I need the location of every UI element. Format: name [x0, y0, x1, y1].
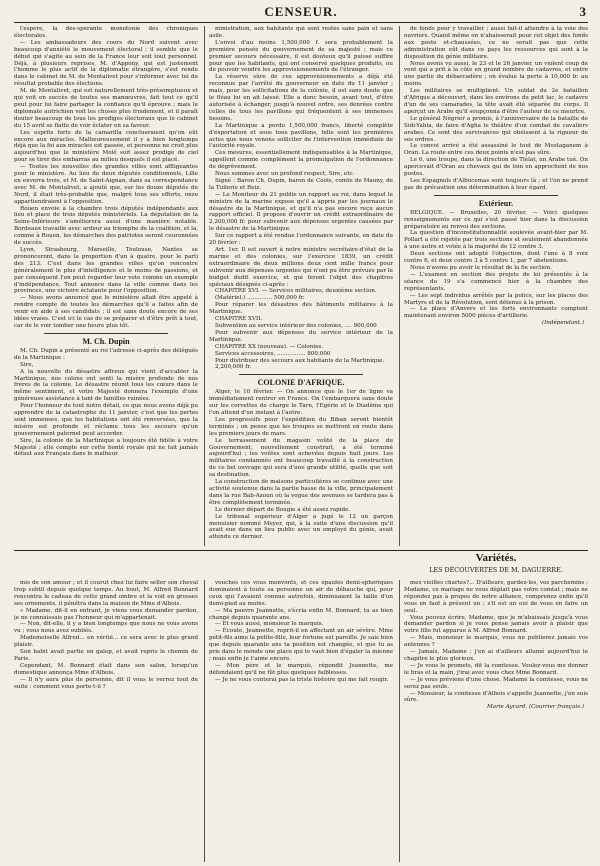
feuilleton-paragraph: — Écoute, Jeannette, reprit-il en affectant un air sévère. Mme petit-fils aime la petite-fille, leur fortune est pareille. Je sais bien que depuis quarante ans ta position est changée, et que tu as pris dans le monde une place qui te vaut bien d'égaler la mienne ; mais enfin je t'aime encore.	[209, 628, 393, 662]
article-paragraph: La Martinique a perdu 1,500,000 francs, liberté complète d'exportation et sous tous pavillons, telle sont les premières actes que nous venons solliciter de l'intervention immédiate de l'autorité royale.	[209, 122, 393, 150]
article-paragraph: Le 6, une troupe, dans la direction de Tlèlat, un Arabe tué. On apercevait d'Oran au chevaux qui de loin en approchent de nos postes.	[404, 157, 588, 178]
feuilleton-paragraph: — Je vous le promets, dit la comtesse. Voulez-vous me donner le bras et la main, j'irai avec vous chez Mme Bonnard.	[404, 662, 588, 676]
article-paragraph: Les esprits forts de la camarilla conclueraient qu'on eût encore aux miracles. Malheureusement il y a bien longtemps déjà que la foi aux miracles est passée, et personne ne croit plus aujourd'hui que le ministère Molé soit assez prodige de ciel pour se tirer des embarras au milieu desquels il est placé.	[14, 129, 198, 164]
column-rule	[399, 580, 400, 862]
column-1	[14, 26, 198, 546]
budget-line: CHAPITRE XVII.	[215, 316, 263, 323]
article-paragraph: Le tribunal supérieur d'Alger a jugé le 12 un garçon menuisier nommé Meyer, qui, à la suite d'une discussion qu'il avait eue dans un lieu public avec un employé du génie, avait attendu ce dernier.	[209, 513, 393, 541]
feuilleton-paragraph: — Il n'y aura plus de personne, dit il vous le verrez tout de suite : comment vous porte-t-il ?	[14, 676, 198, 690]
feuilleton-paragraph: Cependant, M. Bonnard était dans son salon, lorsqu'un domestique annonça Mme d'Albois.	[14, 662, 198, 676]
article-paragraph: de fonds pour y travailler ; aussi fait-il attendre à la voie des ouvriers. Quand même on n'abaisserait pour cet objet des fonds aux poste et-chaussées, ce ne serait pas que cette administration eût dans ce pays les ressources qui sont à la disposition du génie militaire.	[404, 26, 588, 60]
varietes-header	[404, 552, 588, 574]
article-paragraph: M. Ch. Dupin a présenté au roi l'adresse ci-après des délégués de la Martinique :	[14, 347, 198, 361]
source-signature: (Indépendant.)	[541, 320, 584, 327]
article-paragraph: Nous n'avons pu avoir le résultat de la 6e section.	[410, 265, 552, 271]
feuilleton-paragraph: mis de son amour ; et il courut chez lui faire seller son cheval trop subtil depuis quelque temps. Au bout, M. Alfred Bonnard rencontra le cadeau de cette grand ombre et la voit en grosses ses ornements, il pénétra dans la maison de Mme d'Albois.	[14, 580, 198, 607]
article-paragraph: Sire, la colonie de la Martinique a toujours été fidèle à votre Majesté ; elle compte sur cette bonté royale qui ne fait jamais défaut aux Français dans le malheur.	[14, 437, 198, 458]
article-paragraph: Lyon, Strasbourg, Marseille, Toulouse, Nantes se prononceront, dans la proportion d'un à quatre, pour le parti des 213. C'est dans les grandes villes qu'on rencontre généralement le plus d'intelligence et le moins de passions, et par conséquent l'on peut regarder leur vote comme un exemple d'indépendance. Tout annonce dans la ville comme dans les provinces, une victoire éclatante pour l'opposition.	[14, 247, 198, 295]
feuilleton-paragraph: — Ma pauvre Jeannette, s'écria enfin M. Bonnard, tu as bien changé depuis quarante ans.	[209, 607, 393, 621]
feuilleton-paragraph: — Je vous préviens d'une chose, Madame la comtesse, vous ne serez pas seule.	[404, 676, 588, 690]
section-divider	[239, 374, 363, 375]
varietes-subtitle: LES DÉCOUVERTES DE M. DAGUERRE.	[429, 566, 563, 574]
feuilleton-paragraph: — Monsieur, la comtesse d'Albois s'appelle Jeannette, j'en suis sûre.	[404, 690, 588, 704]
article-paragraph: — La place d'Anvers et les forts environnants comptent maintenant environ 5000 pièces d'artillerie.	[404, 306, 588, 320]
section-heading-dupin: M. Ch. Dupin	[82, 336, 130, 346]
feuilleton-paragraph: — Je ne vous conterai pas la triste histoire qui me fait rougir.	[215, 676, 389, 683]
article-paragraph: Le terrassement du magasin voûté de la place du Gouvernement, nouvellement construit, a été terminé aujourd'hui ; les voûtes sont achevées depuis huit jours. Les militaires condamnés ont beaucoup travaillé à la construction de ce bel ouvrage qui sera d'une grande utilité, quelle que soit sa destination.	[209, 437, 393, 479]
article-paragraph: M. de Montalivet, qui est naturellement très-présomptueux et qui voit en succès de toutes ses manœuvres, fait tout ce qu'il peut pour lui faire partager la confiance qu'il éprouve ; mais le diplomate autrichien voit les choses plus froidement, et il paraît douter beaucoup de tous les prodiges électoraux que le cabinet du 15 avril se flatte de voir éclater en sa faveur.	[14, 88, 198, 129]
masthead: CENSEUR.	[264, 4, 338, 19]
section-divider	[434, 195, 558, 196]
column-2	[209, 26, 393, 546]
budget-line: (Matériel.) .............. 500,000 fr.	[215, 295, 305, 302]
article-paragraph: — Nous avons annoncé que le ministère allait être appelé à rendre compte de toutes les démarches qu'il a faites afin de venir en aide à ses candidats ; il est sans doute encore de ses idées vraies. C'est ici le cas de se préparer et d'être prêt à tout, car de le voir tomber une heure plus tôt.	[14, 295, 198, 329]
budget-line: Services accessoires, ................ 800,000	[215, 350, 331, 357]
section-heading-colonie: COLONIE D'AFRIQUE.	[257, 378, 345, 388]
feuilleton-paragraph: — Mon père et le marquis, répondit Jeannette, me défendaient qu'il ne fût plus quelques faiblesses.	[209, 662, 393, 676]
column-rule	[204, 580, 205, 862]
article-paragraph: BELGIQUE. — Bruxelles, 20 février. — Voici quelques renseignements sur ce qui s'est passé hier dans la discussion préparatoire au renvoi des sections.	[404, 209, 588, 230]
feuilleton-paragraph: mes vieilles chartes?... D'ailleurs, gardez-les, vos parchemins ; Madame, ce mariage ne vous déplait pas votre comtat ; mais ne répondez pas à propos de notre alliance, comprenez enfin qu'il vous en faut à présent un ; s'il est un oui de vous en faire un seul.	[404, 580, 588, 614]
article-paragraph: Les militaires se multiplient. Un soldat du 2e bataillon d'Afrique a découvert, dans les environs du petit lac, le cadavre d'un de ses camarades, la tête avait été séparée du corps. Il aperçut un Arabe qu'il soupçonna d'être l'auteur de ce meurtre.	[404, 88, 588, 115]
feuilleton-paragraph: — Jamais, Madame ; j'en ai d'ailleurs allumé aujourd'hui le chapitre le plus glorieux.	[404, 649, 588, 662]
budget-line: 2,200,000 fr.	[215, 364, 252, 371]
article-paragraph: La construction de maisons particulières se continue avec une activité soutenue dans la partie basse de la ville, principalement dans la rue Bab-Azoun où la vogue des avenues se tardera pas à être complètement terminée.	[209, 479, 393, 506]
feuilleton-column-1	[14, 580, 198, 862]
feuilleton-paragraph: — Mais, monsieur le marquis, vous ne publierez jamais vos antennes ?	[404, 635, 588, 649]
column-rule	[204, 26, 205, 546]
article-paragraph: Ces mesures, essentiellement indispensables à la Martinique, appellent comme complément la promulgation de l'ordonnance de dégrèvement.	[209, 150, 393, 171]
column-3	[404, 26, 588, 546]
feuilleton-column-2	[209, 580, 393, 862]
article-paragraph: Art. 1er. Il est ouvert à notre ministre secrétaire-d'état de la marine et des colonies, sur l'exercice 1839, un crédit extraordinaire de deux millions deux cent mille francs pour subvenir aux dépenses urgentes qui n'ont pu être prévues par le budget dudit exercice, et qui feront l'objet des chapitres spéciaux désignés ci-après :	[209, 247, 393, 288]
article-paragraph: A la nouvelle du désastre affreux qui vient d'accabler la Martinique, nos colons ont senti la misère profonde de nos frères de la colonie. Le désastre réunit tous les cœurs dans le même sentiment, et votre Majesté donnera l'exemple d'une généreuse assistance à tant de familles ruinées.	[14, 368, 198, 403]
page-number: 3	[579, 4, 586, 19]
article-paragraph: — Les ambassadeurs des cours du Nord suivent avec beaucoup d'anxiété le mouvement électoral ; il semble que le début qui s'agite au sein de la France leur soit tout personnel. Déjà, à plusieurs reprises, M. d'Appony, qui est justement l'homme le plus actif de la diplomatie étrangère, s'est rendu dans le cabinet de M. de Montalivet pour s'informer avec lui du résultat probable des élections.	[14, 39, 198, 88]
main-columns	[14, 26, 588, 546]
article-paragraph: Le général Négrier a promis, à l'anniversaire de la bataille de Sidi-Yahia, de faire d'Agha le théâtre d'un combat de cavaliers arabes. Ce sont des survivances qui obéissent à la rigueur de ses ordres.	[404, 115, 588, 143]
newspaper-page	[14, 4, 588, 862]
feuilleton-paragraph: « Madame, dit-il en entrant, je viens vous demander pardon, je ne connaissais pas l'honneur qui m'appartenait.	[14, 607, 198, 621]
article-paragraph: Les progressifs pour l'expédition du Biban seront bientôt terminés ; on pense que les troupes se mettront en route dans les premiers jours de mars.	[209, 416, 393, 437]
article-paragraph: — Les sept individus arrêtés par la police, sur les places des Martyrs et de la Révolution, sont détenus à la prison.	[404, 292, 588, 306]
article-paragraph: — Toutes les nouvelles des grandes villes sont affligeantes pour le ministère. Au lieu de deux députés conditionnels, Lille en enverra trois, et M. de Saint-Aignan, dans sa correspondance avec M. de Montalivet, a ajouté que, sur les douze députés du Nord, il était très-probable que, malgré tous ses efforts, onze appartiendraient à l'opposition.	[14, 164, 198, 205]
budget-line: Pour subvenir aux dépenses du service intérieur de la Martinique.	[209, 329, 393, 343]
budget-line: Subvention au service intérieur des colonies, .... 900,000	[215, 322, 377, 329]
article-paragraph: Sur ce rapport a été rendue l'ordonnance suivante, en date du 20 février :	[209, 233, 393, 247]
article-paragraph: Nous sommes avec un profond respect, Sire, etc.	[215, 171, 355, 178]
article-paragraph: Pour l'honneur de tout notre détail, ce que nous avons déjà pu apprendre de la catastrophe du 11 janvier, c'est que les pertes sont immenses, que les habitations ont été renversées, que la misère est profonde et réclame tous les secours qu'un gouvernement paternel peut accorder.	[14, 403, 198, 437]
feuilleton	[14, 580, 588, 862]
article-paragraph: — L'examen en section des projets de loi présentés à la séance du 19 s'a commencé hier à la chambre des représentants.	[404, 271, 588, 292]
article-paragraph: — Le Moniteur du 21 publie un rapport au roi, dans lequel le ministre de la marine expose qu'il a appris par les journaux le désastre de la Martinique, et qu'il n'a pas encore reçu aucun rapport officiel. Il propose d'ouvrir un crédit extraordinaire de 2,200,000 fr. pour subvenir aux dépenses urgentes causées par le désastre de la Martinique.	[209, 191, 393, 233]
article-paragraph: Rouen envoie à la chambre trois députés indépendants aux lieu et place de trois députés ministériels. La députation de la Seine-Inférieure s'améliorera aussi d'une manière notable. Bordeaux travaille avec ardeur au triomphe de la coalition, et la, comme à Rouen, les démarches des patriotes seront couronnées de succès.	[14, 205, 198, 247]
article-paragraph: Sire,	[20, 361, 34, 368]
feuilleton-column-3	[404, 580, 588, 862]
article-paragraph: Le dernier départ de Bougie a été assez rapide.	[215, 506, 351, 513]
article-paragraph: La question d'inconstitutionnalité soulevée avant-hier par M. Pollart a été rejetée par trois sections et seulement abandonnée à une autre et votée à la majorité de 12 contre 3.	[404, 230, 588, 251]
article-paragraph: Deux sections ont adopté l'objection, dont l'une à 8 voix contre 6, et deux contre 3 à 5 contre 1, par 7 abstentions.	[404, 251, 588, 265]
feuilleton-paragraph: Mademoiselle Alfred... en vérité... ce sera avec le plus grand plaisir.	[14, 635, 198, 649]
article-paragraph: L'envoi d'au moins 1,500,000 f. sera probablement la première pensée du gouvernement de sa majesté ; mais ce premier secours nécessaire, il est douteux qu'il puisse suffire pour que les habitants, qui ont conservé quelques produits, ou de pouvoir vendre les approvisionnements de l'étranger.	[209, 39, 393, 74]
article-paragraph: La réserve sûre de ces approvisionnements a déjà été reconnue par l'arrêté du gouverneur en date du 11 janvier ; mais, pour les sollicitations de la colonie, il est sans doute que le fléau lui en ait laissé. Elle a donc besoin, avant tout, d'être autorisée à échanger, jusqu'à nouvel ordre, ses denrées contre celles de tous les pavillons qui fréquentent à ses immenses besoins.	[209, 74, 393, 122]
page-header	[14, 4, 588, 23]
author-signature: Marie Aycard. (Courrier français.)	[487, 704, 584, 711]
article-paragraph: Alger, le 10 février. — On annonce que le 1er de ligne va immédiatement rentrer en France. On l'embarquera sans doute sur les corvettes de charge le Tarn, l'Egérie et le Diadème qui l'on attend d'un instant à l'autre.	[209, 389, 393, 417]
article-paragraph: Le convoi arrivé a été assassiné le tout de Mostaganem à Oran. La route entre ces deux points n'est pas sûre.	[404, 143, 588, 157]
section-heading-exterieur: Extérieur.	[478, 198, 514, 208]
budget-line: CHAPITRE XVI. — Services militaires, deuxième section.	[215, 288, 377, 295]
budget-line: CHAPITRE XX (nouveau). — Colonies.	[215, 343, 324, 350]
article-paragraph: l'espère, la dés-spérante monotonie des chroniques électorales.	[14, 26, 198, 39]
feuilleton-paragraph: Vous pouvez écrire, Madame, que je m'abaissais jusqu'à vous demander pardon si je vous pense jamais avoir à plaisir que votre fille fut apparue à M. Alfred Bonnard.	[404, 614, 588, 635]
feuilleton-paragraph: Son habit avait partie un galop, et avait repris le chemin de Paris.	[14, 649, 198, 662]
budget-line: Pour distribuer des secours aux habitants de la Martinique.	[215, 357, 385, 364]
budget-line: Pour réparer les désastres des bâtiments militaires à la Martinique.	[209, 302, 393, 316]
article-paragraph: Nous avons vu aussi, le 23 et le 26 janvier, un violent coup de vent qui a prit à la côte en grand nombre de cadavres, et entre une partie du débarcadère ; on évalue la perte à 10,000 fr. au moins.	[404, 60, 588, 88]
article-paragraph: ministration, aux habitants qui sont restés sans pain et sans asile.	[209, 26, 393, 39]
article-paragraph: Signé : Baron Ch. Dupin, baron de Cools, comte de Mauny, de la Tuilerie et Reiz.	[209, 177, 393, 191]
column-rule	[399, 26, 400, 546]
feuilleton-paragraph: — Non, dit-elle, il y a bien longtemps que nous ne vous avons vu ; vous nous avez oubliés.	[14, 621, 198, 635]
feuilleton-paragraph: vouches ces vous monvonts, et ces épaules demi-sphériques dominaient à toute sa personne un air de débauche qui, pour ceux qui l'avaient connue autrefois, diminuaient la taille d'un demi-pied au moins.	[209, 580, 393, 607]
article-paragraph: Les Espagnols d'Albucemas sont toujours là ; et l'on ne prend pas de précaution une détermination à leur égard.	[404, 177, 588, 191]
varietes-title: Variétés.	[475, 552, 517, 564]
feuilleton-paragraph: — Et vous aussi, monsieur le marquis.	[215, 621, 324, 628]
section-divider	[44, 333, 168, 334]
